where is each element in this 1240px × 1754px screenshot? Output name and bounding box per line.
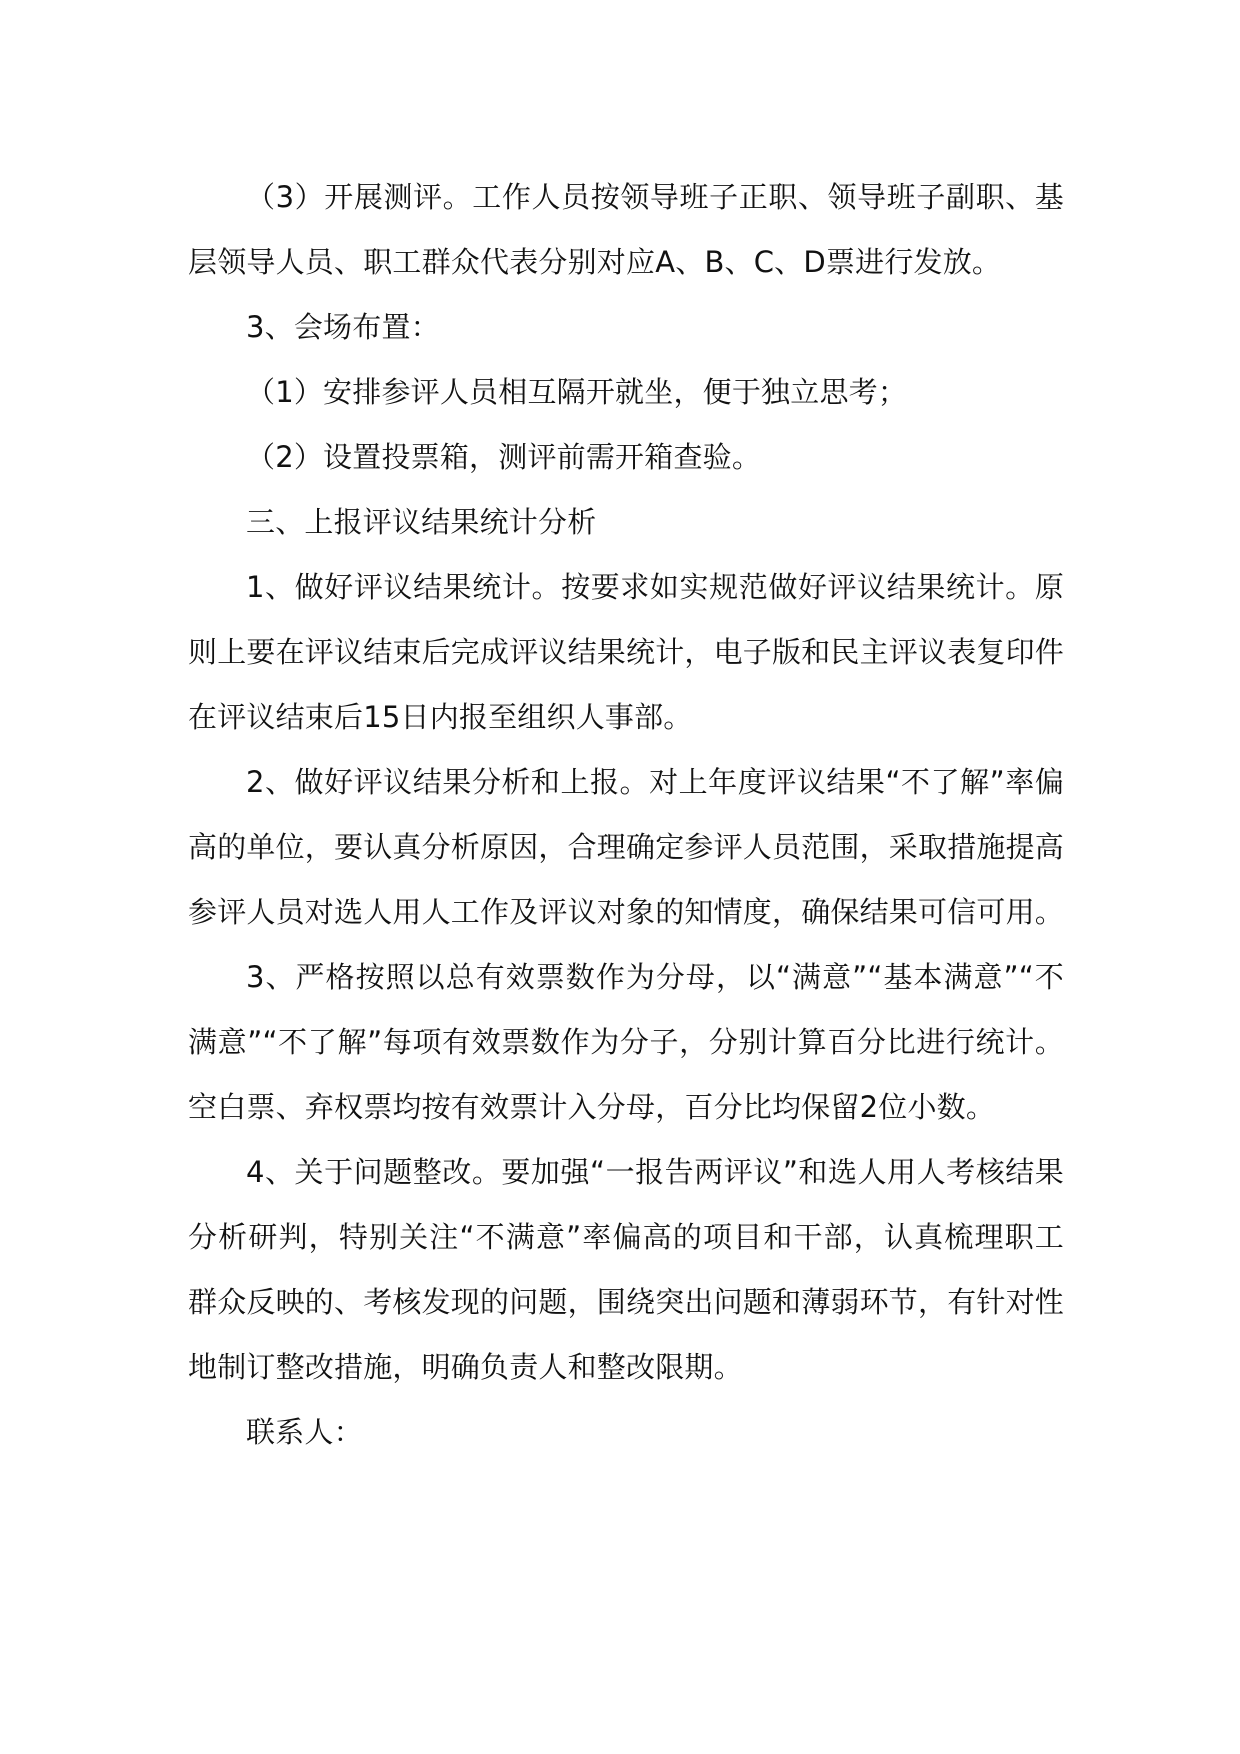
paragraph-result-analysis: 2、做好评议结果分析和上报。对上年度评议结果“不了解”率偏高的单位，要认真分析原因，合理确定参评人员范围，采取措施提高参评人员对选人用人工作及评议对象的知情度，确保结果可信可用。 <box>188 765 1065 929</box>
section-heading-report-results: 三、上报评议结果统计分析 <box>246 505 597 539</box>
paragraph-ballot-box: （2）设置投票箱，测评前需开箱查验。 <box>246 440 762 474</box>
paragraph-start-testing: （3）开展测评。工作人员按领导班子正职、领导班子副职、基层领导人员、职工群众代表分别对应A、B、C、D票进行发放。 <box>188 180 1064 279</box>
paragraph-percentage-calculation: 3、严格按照以总有效票数作为分母，以“满意”“基本满意”“不满意”“不了解”每项有效票数作为分子，分别计算百分比进行统计。空白票、弃权票均按有效票计入分母，百分比均保留2位小数。 <box>188 960 1064 1124</box>
paragraph-rectification: 4、关于问题整改。要加强“一报告两评议”和选人用人考核结果分析研判，特别关注“不满意”率偏高的项目和干部，认真梳理职工群众反映的、考核发现的问题，围绕突出问题和薄弱环节，有针对性地制订整改措施，明确负责人和整改限期。 <box>188 1155 1065 1384</box>
paragraph-result-statistics: 1、做好评议结果统计。按要求如实规范做好评议结果统计。原则上要在评议结束后完成评议结果统计，电子版和民主评议表复印件在评议结束后15日内报至组织人事部。 <box>188 570 1065 734</box>
paragraph-contact: 联系人： <box>246 1415 363 1449</box>
document-body <box>188 165 1064 1465</box>
paragraph-venue-layout: 3、会场布置： <box>246 310 440 344</box>
paragraph-seating: （1）安排参评人员相互隔开就坐，便于独立思考； <box>246 375 908 409</box>
